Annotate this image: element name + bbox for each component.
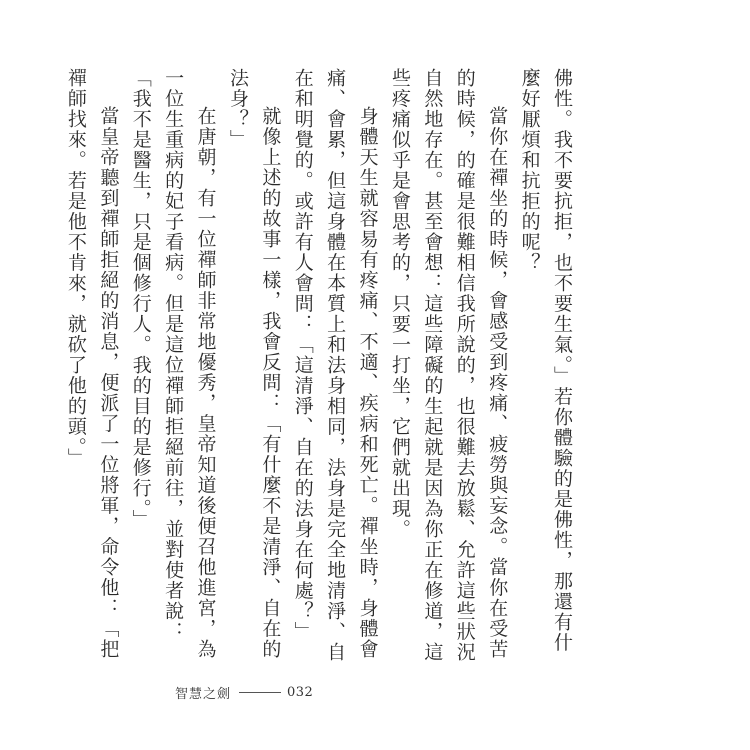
paragraph-3: 身體天生就容易有疼痛、不適、疾病和死亡。禪坐時，身體會痛、會累，但這身體在本質上和法身相同，法身是完全地清淨、自在和明覺的。或許有人會問：「這清淨、自在的法身在何處？」 xyxy=(291,68,379,663)
footer-rule xyxy=(239,692,281,693)
vertical-text-body xyxy=(64,68,578,668)
paragraph-5: 在唐朝，有一位禪師非常地優秀，皇帝知道後便召他進宮，為一位生重病的妃子看病。但是這位禪師拒絕前往，並對使者說：「我不是醫生，只是個修行人。我的目的是修行。」 xyxy=(129,68,217,660)
paragraph-6: 當皇帝聽到禪師拒絕的消息，便派了一位將軍，命令他：「把禪師找來。若是他不肯來，就砍了他的頭。」 xyxy=(64,68,120,660)
paragraph-2: 當你在禪坐的時候，會感受到疼痛、疲勞與妄念。當你在受苦的時候，的確是很難相信我所說的，也很難去放鬆、允許這些狀況自然地存在。甚至會想：這些障礙的生起就是因為你正在修道，這些疼痛似乎是會思考的，只要一打坐，它們就出現。 xyxy=(388,68,509,663)
paragraph-4: 就像上述的故事一樣，我會反問：「有什麼不是清淨、自在的法身？」 xyxy=(226,68,282,660)
page-footer xyxy=(175,682,313,702)
paragraph-1: 佛性。我不要抗拒，也不要生氣。」若你體驗的是佛性，那還有什麼好厭煩和抗拒的呢？ xyxy=(518,68,573,653)
page-number: 032 xyxy=(287,684,314,700)
book-title: 智慧之劍 xyxy=(175,686,232,702)
